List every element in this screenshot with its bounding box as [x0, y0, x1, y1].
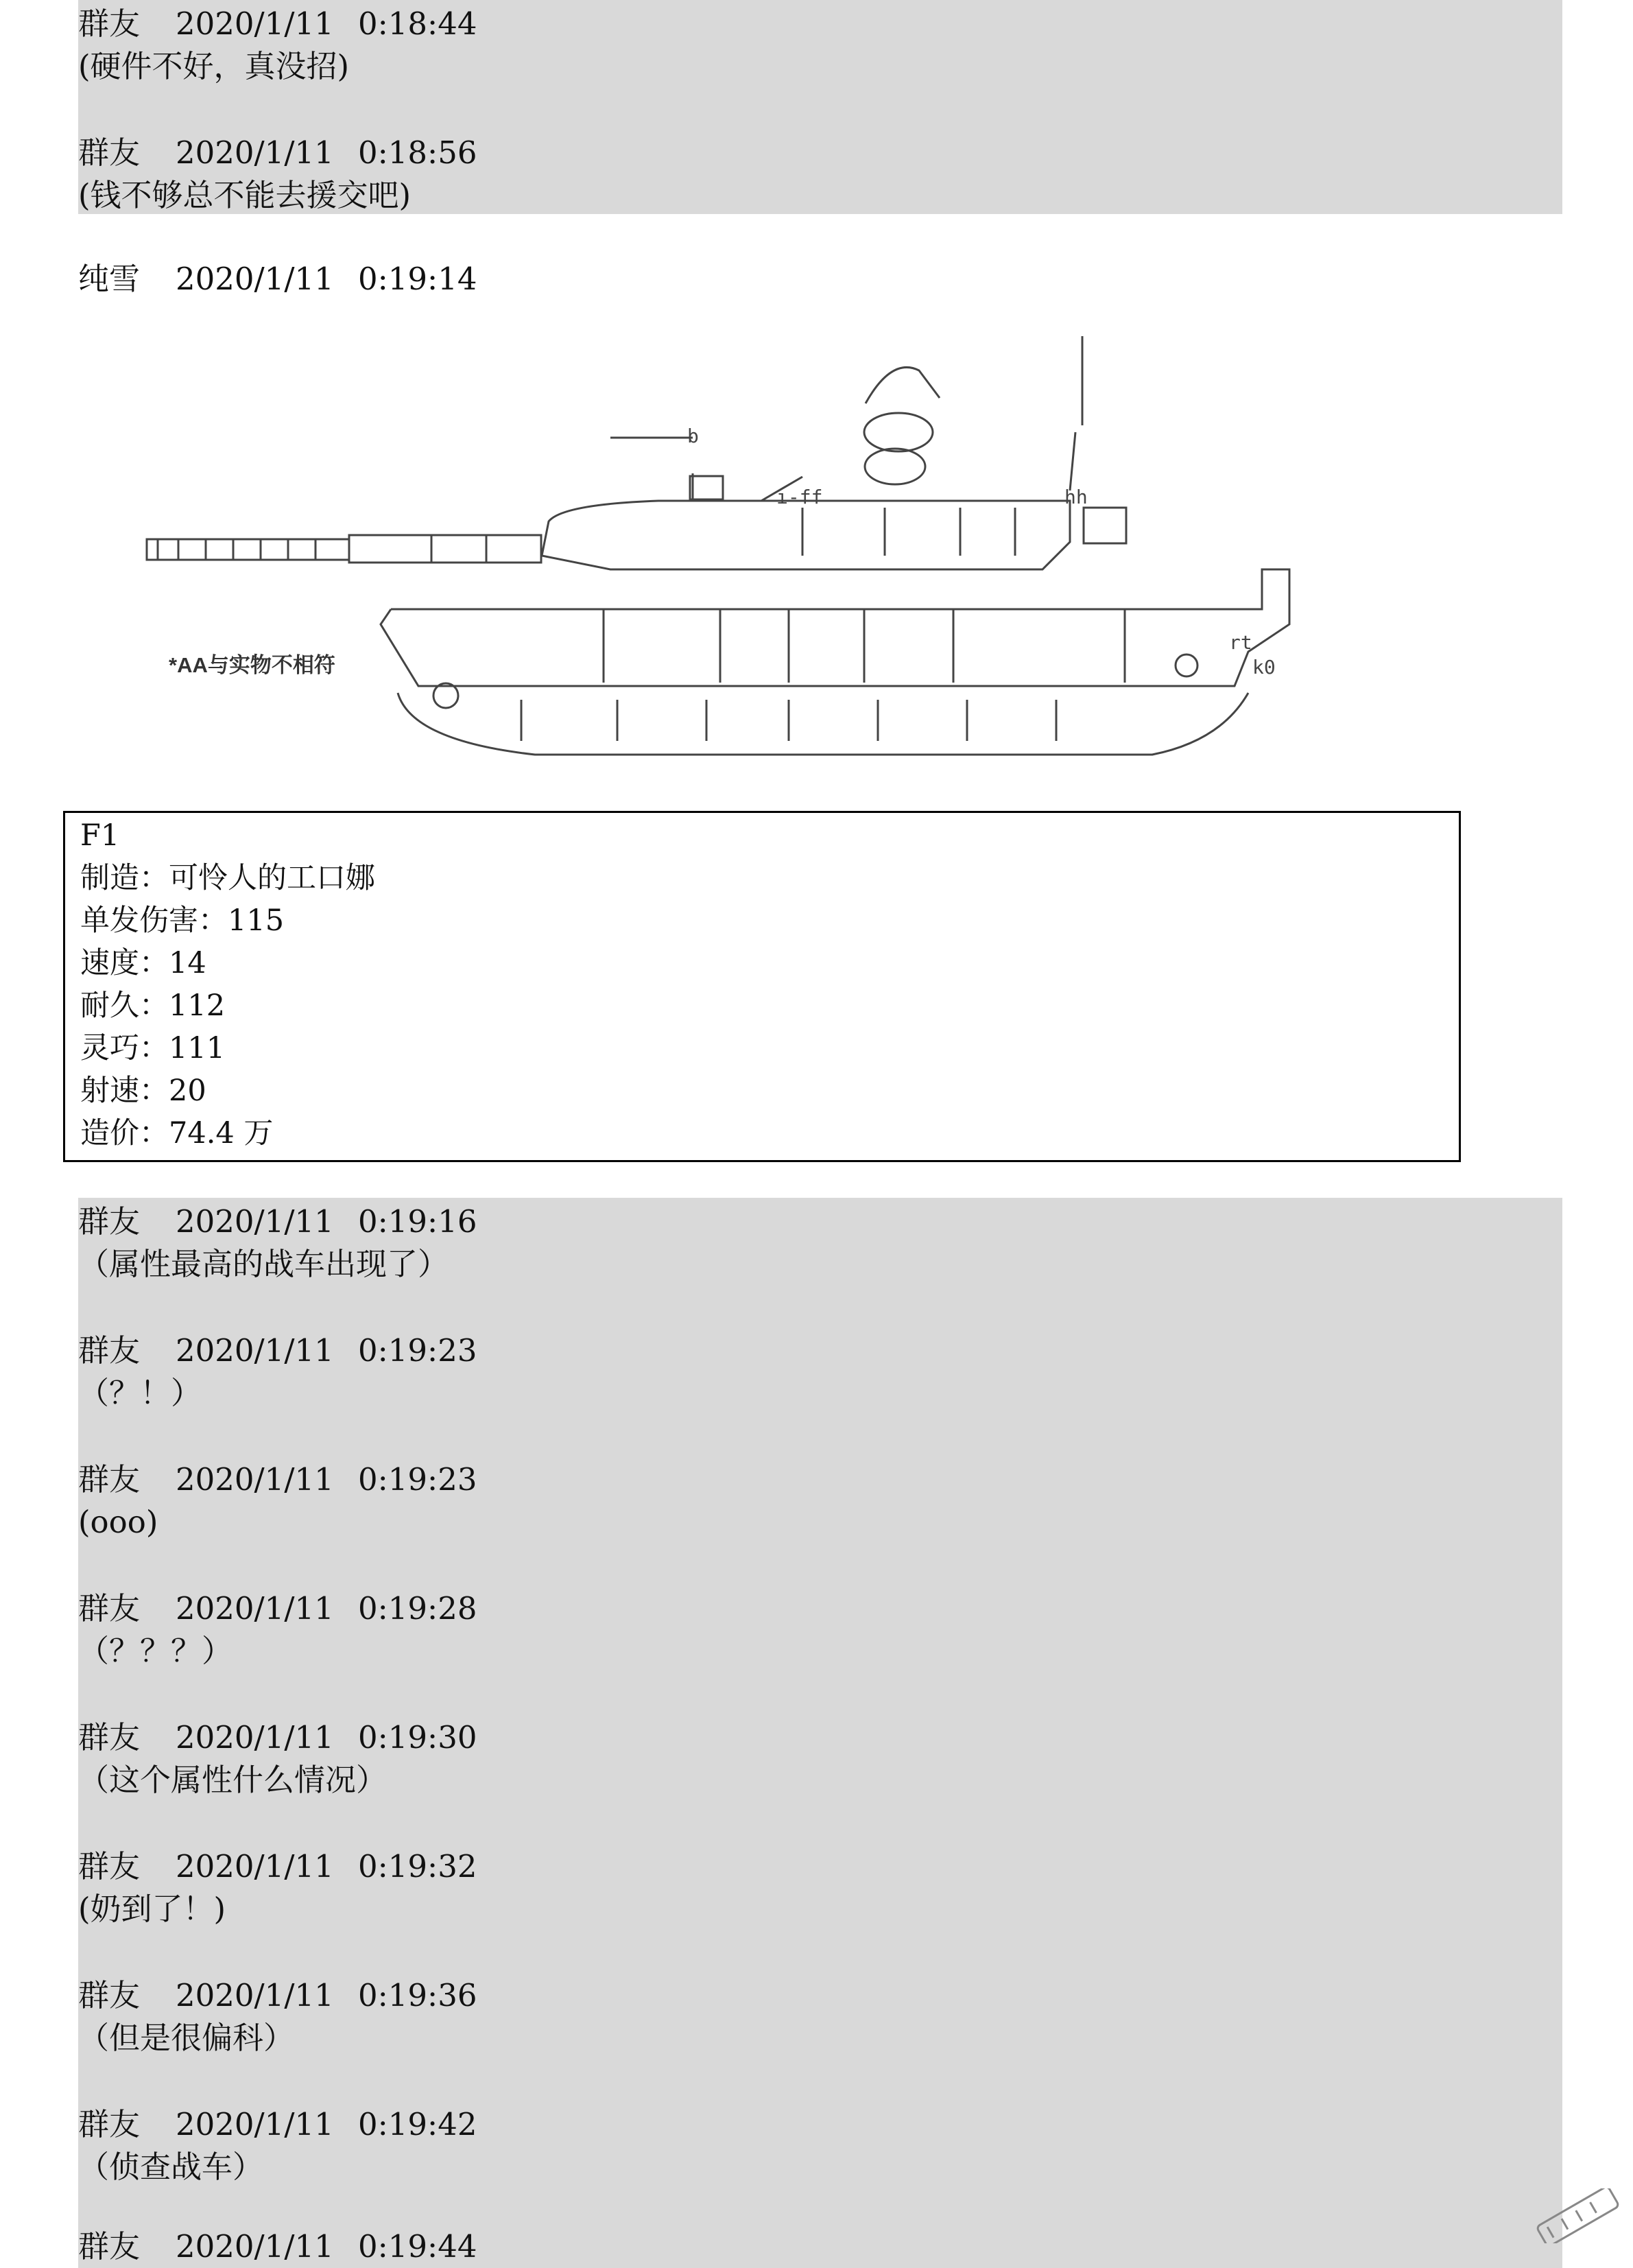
chat-message	[78, 2225, 477, 2268]
chat-message	[78, 1716, 477, 1802]
message-text: （但是很偏科）	[78, 2020, 295, 2056]
art-label-k0: k0	[1252, 656, 1276, 678]
message-date: 2020/1/11	[176, 1203, 334, 1240]
message-text: (硬件不好，真没招)	[78, 48, 350, 84]
message-time: 0:19:44	[358, 2228, 477, 2265]
message-date: 2020/1/11	[176, 1719, 334, 1756]
message-time: 0:19:14	[358, 261, 477, 297]
sender-name: 群友	[78, 2228, 141, 2265]
message-text: （这个属性什么情况）	[78, 1762, 388, 1798]
sender-name: 群友	[78, 2106, 141, 2142]
message-text: （侦查战车）	[78, 2149, 264, 2185]
stat-line: 速度：14	[80, 946, 206, 980]
message-time: 0:18:44	[358, 5, 477, 42]
chat-message	[78, 1845, 477, 1930]
message-header	[78, 1716, 477, 1759]
art-label-rt: rt	[1229, 631, 1252, 654]
chat-message	[78, 1330, 477, 1415]
chat-message	[78, 132, 477, 217]
sender-name: 群友	[78, 5, 141, 42]
stat-line: 制造：可怜人的工口娜	[80, 861, 375, 895]
poster-header	[78, 258, 477, 300]
chat-message	[78, 1587, 477, 1673]
message-time: 0:19:32	[358, 1848, 477, 1885]
sender-name: 群友	[78, 1203, 141, 1240]
message-time: 0:19:42	[358, 2106, 477, 2142]
message-date: 2020/1/11	[176, 1848, 334, 1885]
message-date: 2020/1/11	[176, 1590, 334, 1627]
art-label-b: b	[687, 425, 699, 447]
message-time: 0:19:23	[358, 1461, 477, 1498]
message-header	[78, 1587, 477, 1630]
sender-name: 纯雪	[78, 261, 141, 297]
stat-line: 射速：20	[80, 1074, 206, 1108]
art-label-ff: ı-ff	[776, 486, 823, 508]
message-date: 2020/1/11	[176, 5, 334, 42]
message-time: 0:19:28	[358, 1590, 477, 1627]
message-time: 0:19:30	[358, 1719, 477, 1756]
chat-message	[78, 3, 477, 88]
stat-line: 灵巧：111	[80, 1031, 226, 1065]
message-time: 0:19:36	[358, 1977, 477, 2013]
chat-message	[78, 1974, 477, 2059]
stat-line: 单发伤害：115	[80, 903, 285, 938]
message-header	[78, 3, 477, 45]
art-note: *AA与实物不相符	[169, 653, 335, 677]
sender-name: 群友	[78, 1332, 141, 1369]
message-header	[78, 1845, 477, 1888]
message-header	[78, 2103, 477, 2146]
message-time: 0:18:56	[358, 134, 477, 171]
message-date: 2020/1/11	[176, 1461, 334, 1498]
stats-title: F1	[80, 818, 120, 853]
sender-name: 群友	[78, 1461, 141, 1498]
watermark-logo	[1529, 2188, 1625, 2243]
message-date: 2020/1/11	[176, 2228, 334, 2265]
message-header	[78, 1458, 477, 1501]
stat-line: 耐久：112	[80, 989, 226, 1023]
stat-line: 造价：74.4 万	[80, 1116, 274, 1150]
chat-message	[78, 1201, 477, 1286]
message-text: （属性最高的战车出现了）	[78, 1246, 449, 1282]
message-date: 2020/1/11	[176, 261, 334, 297]
message-header	[78, 1201, 477, 1243]
message-header	[78, 132, 477, 174]
tank-ascii-art	[0, 329, 1633, 782]
sender-name: 群友	[78, 1590, 141, 1627]
message-time: 0:19:23	[358, 1332, 477, 1369]
stats-box	[63, 811, 1461, 1162]
message-text: （？？？）	[78, 1633, 233, 1669]
message-header	[78, 1974, 477, 2017]
message-time: 0:19:16	[358, 1203, 477, 1240]
message-date: 2020/1/11	[176, 134, 334, 171]
message-text: (奶到了！)	[78, 1891, 226, 1927]
message-text: (钱不够总不能去援交吧)	[78, 177, 412, 213]
sender-name: 群友	[78, 1977, 141, 2013]
chat-message	[78, 2103, 477, 2188]
sender-name: 群友	[78, 134, 141, 171]
message-header	[78, 2225, 477, 2268]
sender-name: 群友	[78, 1848, 141, 1885]
message-header	[78, 258, 477, 300]
sender-name: 群友	[78, 1719, 141, 1756]
message-date: 2020/1/11	[176, 1332, 334, 1369]
art-label-hh: hh	[1064, 486, 1088, 508]
message-date: 2020/1/11	[176, 1977, 334, 2013]
message-header	[78, 1330, 477, 1372]
chat-message	[78, 1458, 477, 1544]
message-text: （？！）	[78, 1375, 202, 1411]
message-text: (ooo)	[78, 1504, 158, 1540]
message-date: 2020/1/11	[176, 2106, 334, 2142]
